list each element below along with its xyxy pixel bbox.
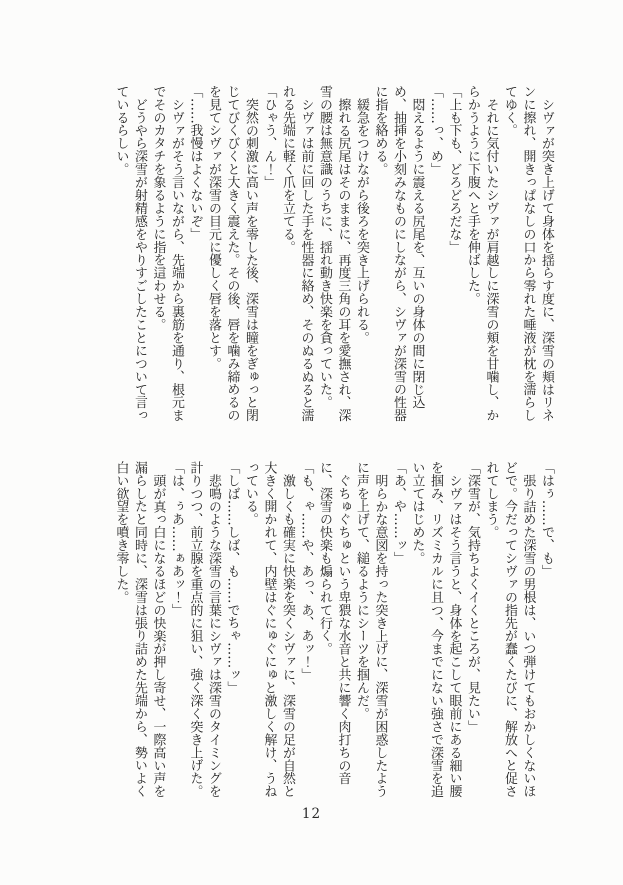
paragraph: 「……我慢はよくないぞ」 (187, 85, 203, 241)
paragraph: 「しば……しば、も……でちゃ……ッ」 (224, 461, 240, 695)
paragraph: 張り詰めた深雪の男根は、いつ弾けてもおかしくないほどで。今だってシヴァの指先が蠢くたびに、解放へと促されてしまう。 (483, 461, 536, 798)
paragraph: ぐちゅぐちゅという卑猥な水音と共に響く肉打ちの音に、深雪の快楽も煽られて行く。 (317, 461, 351, 785)
paragraph: それに気付いたシヴァが肩越しに深雪の頬を甘噛し、からかうように下腹へと手を伸ばした。 (465, 85, 499, 422)
paragraph: 明らかな意図を持った突き上げに、深雪が困惑したように声を上げて、縋るようにシーツを掴んだ。 (354, 461, 388, 798)
paragraph: 「も、ゃ……や、あっ、あ、あッ！」 (298, 461, 314, 682)
paragraph: 「あ、や……ッ」 (391, 461, 406, 565)
paragraph: 「は、ぅあ……ぁあッ！」 (169, 461, 184, 617)
paragraph: 「ひゃう、ん！」 (261, 85, 277, 189)
paragraph: 悶えるように震える尻尾を、互いの身体の間に閉じ込め、抽挿を小刻みなものにしながら、シヴァが深雪の性器に指を絡める。 (372, 85, 425, 422)
paragraph: 緩急をつけながら後ろを突き上げられる。 (354, 97, 369, 344)
text-block-top (111, 85, 555, 423)
paragraph: 擦れる尻尾はそのままに、再度三角の耳を愛撫され、深雪の腰は無意識のうちに、揺れ動き快楽を貪っていた。 (317, 85, 351, 422)
paragraph: シヴァがそう言いながら、先端から裏筋を通り、根元までそのカタチを象るように指を這わせる。 (150, 85, 184, 422)
text-block-bottom (111, 461, 555, 799)
paragraph: 「……っ、め」 (428, 85, 443, 176)
paragraph: シヴァが突き上げて身体を揺らす度に、深雪の頬はリネンに擦れ、開きっぱなしの口から零れた唾液が枕を濡らしてゆく。 (502, 85, 554, 422)
paragraph: シヴァはそう言うと、身体を起こして眼前にある細い腰を掴み、リズミカルに且つ、今までにない強さで深雪を追い立てはじめた。 (409, 461, 462, 798)
paragraph: 悲鳴のような深雪の言葉にシヴァは深雪のタイミングを計りつつ、前立腺を重点的に狙い、強く深く突き上げた。 (187, 461, 221, 798)
paragraph: 「上も下も、どろどろだな」 (446, 85, 462, 254)
paragraph: 激しくも確実に快楽を突くシヴァに、深雪の足が自然と大きく開かれて、内壁はぐにゅぐにゅと激しく解け、うねっている。 (243, 461, 295, 798)
paragraph: 突然の刺激に高い声を零した後、深雪は瞳をぎゅっと閉じてびくびくと大きく震えた。その後、唇を噛み締めるのを見てシヴァが深雪の目元に優しく唇を落とす。 (206, 85, 258, 422)
paragraph: 頭が真っ白になるほどの快楽が押し寄せ、一際高い声を漏らしたと同時に、深雪は張り詰めた先端から、勢いよく白い欲望を噴き零した。 (113, 461, 166, 798)
paragraph: どうやら深雪が射精感をやりすごしたことについて言っているらしい。 (113, 85, 147, 422)
page-number: 12 (301, 806, 322, 822)
paragraph: 「深雪が、気持ちよくイくところが、見たい」 (465, 461, 480, 733)
paragraph: 「はぅ……で、も」 (539, 461, 554, 578)
paragraph: シヴァは前に回した手を性器に絡め、そのぬるぬると濡れる先端に軽く爪を立てる。 (280, 85, 314, 422)
